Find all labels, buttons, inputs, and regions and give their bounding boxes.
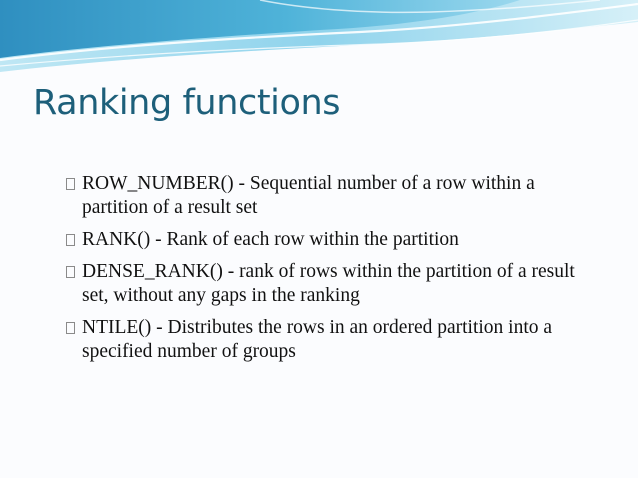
bullet-item-rank <box>64 228 604 252</box>
bullet-text: DENSE_RANK() - rank of rows within the partition of a result set, without any gaps in the ranking <box>82 261 575 306</box>
header-wave-decoration <box>0 0 638 80</box>
bullet-marker-icon <box>66 178 75 190</box>
bullet-item-dense-rank <box>64 260 604 308</box>
bullet-marker-icon <box>66 234 75 246</box>
bullet-list <box>64 172 604 372</box>
bullet-text: NTILE() - Distributes the rows in an ordered partition into a specified number of groups <box>82 317 553 362</box>
bullet-item-ntile <box>64 316 604 364</box>
bullet-item-row-number <box>64 172 604 220</box>
bullet-text: RANK() - Rank of each row within the partition <box>82 229 459 250</box>
bullet-marker-icon <box>66 266 75 278</box>
bullet-marker-icon <box>66 322 75 334</box>
bullet-text: ROW_NUMBER() - Sequential number of a row within a partition of a result set <box>82 173 535 218</box>
slide-title: Ranking functions <box>33 83 341 123</box>
